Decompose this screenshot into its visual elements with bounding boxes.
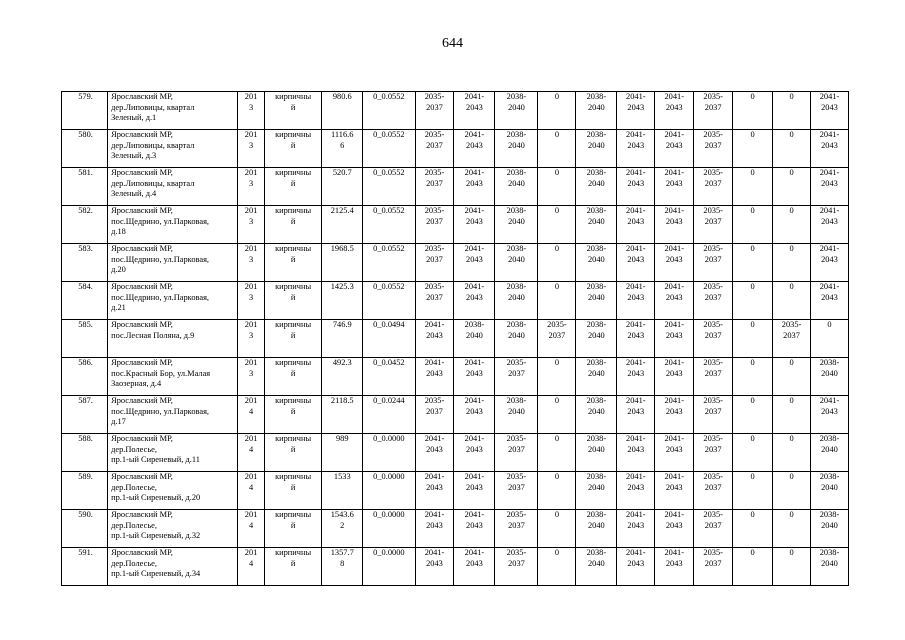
period-cell: 2041- 2043 xyxy=(617,548,655,586)
period-cell: 2041- 2043 xyxy=(810,396,848,434)
material-cell: кирпичны й xyxy=(264,548,321,586)
address-cell: Ярославский МР, пос.Щедрино, ул.Парковая, д.20 xyxy=(108,244,238,282)
period-cell: 2038- 2040 xyxy=(495,206,538,244)
address-cell: Ярославский МР, пос.Щедрино, ул.Парковая, д.17 xyxy=(108,396,238,434)
year-cell: 201 3 xyxy=(238,92,265,130)
row-number-cell: 587. xyxy=(62,396,108,434)
row-number-cell: 583. xyxy=(62,244,108,282)
period-cell: 2035- 2037 xyxy=(694,396,733,434)
address-cell: Ярославский МР, дер.Липовицы, квартал Зеленый, д.4 xyxy=(108,168,238,206)
period-cell: 0 xyxy=(773,358,811,396)
period-cell: 2041- 2043 xyxy=(810,92,848,130)
period-cell: 2041- 2043 xyxy=(810,130,848,168)
area-cell: 1533 xyxy=(322,472,363,510)
area-cell: 1116.6 6 xyxy=(322,130,363,168)
table-row xyxy=(62,548,849,586)
period-cell: 0 xyxy=(733,320,773,358)
period-cell: 2038- 2040 xyxy=(576,548,617,586)
period-cell: 2038- 2040 xyxy=(495,92,538,130)
period-cell: 0 xyxy=(733,168,773,206)
period-cell: 2035- 2037 xyxy=(694,472,733,510)
year-cell: 201 4 xyxy=(238,396,265,434)
coefficient-cell: 0_0.0000 xyxy=(363,472,415,510)
table-row xyxy=(62,92,849,130)
period-cell: 2041- 2043 xyxy=(617,358,655,396)
period-cell: 2041- 2043 xyxy=(415,510,454,548)
material-cell: кирпичны й xyxy=(264,396,321,434)
period-cell: 0 xyxy=(773,206,811,244)
area-cell: 520.7 xyxy=(322,168,363,206)
period-cell: 2035- 2037 xyxy=(495,472,538,510)
period-cell: 2035- 2037 xyxy=(773,320,811,358)
material-cell: кирпичны й xyxy=(264,434,321,472)
period-cell: 2041- 2043 xyxy=(415,320,454,358)
period-cell: 2041- 2043 xyxy=(810,244,848,282)
table-row xyxy=(62,510,849,548)
table-row xyxy=(62,206,849,244)
period-cell: 2041- 2043 xyxy=(617,396,655,434)
period-cell: 0 xyxy=(733,92,773,130)
period-cell: 2038- 2040 xyxy=(576,396,617,434)
address-cell: Ярославский МР, дер.Полесье, пр.1-ый Сиреневый, д.32 xyxy=(108,510,238,548)
period-cell: 2041- 2043 xyxy=(415,434,454,472)
area-cell: 1357.7 8 xyxy=(322,548,363,586)
area-cell: 1425.3 xyxy=(322,282,363,320)
period-cell: 2041- 2043 xyxy=(655,510,694,548)
period-cell: 0 xyxy=(733,244,773,282)
coefficient-cell: 0_0.0494 xyxy=(363,320,415,358)
period-cell: 0 xyxy=(538,434,576,472)
material-cell: кирпичны й xyxy=(264,320,321,358)
period-cell: 2038- 2040 xyxy=(576,244,617,282)
area-cell: 746.9 xyxy=(322,320,363,358)
period-cell: 2041- 2043 xyxy=(655,244,694,282)
period-cell: 0 xyxy=(538,358,576,396)
period-cell: 2041- 2043 xyxy=(617,130,655,168)
period-cell: 0 xyxy=(773,168,811,206)
coefficient-cell: 0_0.0552 xyxy=(363,206,415,244)
period-cell: 2038- 2040 xyxy=(576,320,617,358)
period-cell: 2041- 2043 xyxy=(454,472,495,510)
coefficient-cell: 0_0.0000 xyxy=(363,548,415,586)
period-cell: 2038- 2040 xyxy=(576,472,617,510)
period-cell: 0 xyxy=(538,548,576,586)
period-cell: 2041- 2043 xyxy=(454,168,495,206)
address-cell: Ярославский МР, дер.Липовицы, квартал Зеленый, д.1 xyxy=(108,92,238,130)
table-row xyxy=(62,130,849,168)
period-cell: 0 xyxy=(773,92,811,130)
period-cell: 2038- 2040 xyxy=(810,434,848,472)
period-cell: 2038- 2040 xyxy=(495,168,538,206)
period-cell: 2041- 2043 xyxy=(655,396,694,434)
period-cell: 2041- 2043 xyxy=(655,130,694,168)
period-cell: 0 xyxy=(733,282,773,320)
row-number-cell: 585. xyxy=(62,320,108,358)
table-row xyxy=(62,396,849,434)
year-cell: 201 3 xyxy=(238,320,265,358)
period-cell: 2041- 2043 xyxy=(617,168,655,206)
period-cell: 2041- 2043 xyxy=(810,282,848,320)
period-cell: 2035- 2037 xyxy=(415,168,454,206)
address-cell: Ярославский МР, пос.Щедрино, ул.Парковая, д.21 xyxy=(108,282,238,320)
coefficient-cell: 0_0.0452 xyxy=(363,358,415,396)
table-body xyxy=(62,92,849,586)
material-cell: кирпичны й xyxy=(264,358,321,396)
period-cell: 2038- 2040 xyxy=(810,510,848,548)
period-cell: 0 xyxy=(733,548,773,586)
period-cell: 0 xyxy=(538,396,576,434)
period-cell: 2041- 2043 xyxy=(454,206,495,244)
period-cell: 2035- 2037 xyxy=(415,244,454,282)
table-row xyxy=(62,168,849,206)
coefficient-cell: 0_0.0552 xyxy=(363,244,415,282)
period-cell: 0 xyxy=(538,92,576,130)
period-cell: 2041- 2043 xyxy=(454,358,495,396)
period-cell: 0 xyxy=(538,472,576,510)
period-cell: 2035- 2037 xyxy=(415,282,454,320)
period-cell: 0 xyxy=(773,130,811,168)
period-cell: 2041- 2043 xyxy=(617,434,655,472)
period-cell: 2041- 2043 xyxy=(617,206,655,244)
page-number: 644 xyxy=(442,36,463,51)
material-cell: кирпичны й xyxy=(264,472,321,510)
period-cell: 2035- 2037 xyxy=(415,130,454,168)
period-cell: 0 xyxy=(733,434,773,472)
row-number-cell: 580. xyxy=(62,130,108,168)
period-cell: 2038- 2040 xyxy=(495,282,538,320)
address-cell: Ярославский МР, дер.Полесье, пр.1-ый Сиреневый, д.34 xyxy=(108,548,238,586)
period-cell: 2038- 2040 xyxy=(576,206,617,244)
period-cell: 2035- 2037 xyxy=(495,548,538,586)
period-cell: 2041- 2043 xyxy=(655,358,694,396)
period-cell: 0 xyxy=(810,320,848,358)
material-cell: кирпичны й xyxy=(264,510,321,548)
coefficient-cell: 0_0.0552 xyxy=(363,92,415,130)
coefficient-cell: 0_0.0244 xyxy=(363,396,415,434)
table-row xyxy=(62,244,849,282)
table-row xyxy=(62,320,849,358)
period-cell: 0 xyxy=(538,130,576,168)
row-number-cell: 584. xyxy=(62,282,108,320)
period-cell: 0 xyxy=(773,472,811,510)
period-cell: 2041- 2043 xyxy=(617,282,655,320)
period-cell: 2041- 2043 xyxy=(454,92,495,130)
address-cell: Ярославский МР, дер.Полесье, пр.1-ый Сиреневый, д.11 xyxy=(108,434,238,472)
row-number-cell: 590. xyxy=(62,510,108,548)
period-cell: 2035- 2037 xyxy=(415,92,454,130)
address-cell: Ярославский МР, пос.Красный Бор, ул.Малая Заозерная, д.4 xyxy=(108,358,238,396)
period-cell: 2041- 2043 xyxy=(617,472,655,510)
coefficient-cell: 0_0.0552 xyxy=(363,282,415,320)
period-cell: 0 xyxy=(773,244,811,282)
row-number-cell: 582. xyxy=(62,206,108,244)
year-cell: 201 3 xyxy=(238,358,265,396)
period-cell: 2038- 2040 xyxy=(495,320,538,358)
row-number-cell: 581. xyxy=(62,168,108,206)
period-cell: 2041- 2043 xyxy=(454,548,495,586)
period-cell: 0 xyxy=(538,244,576,282)
period-cell: 2041- 2043 xyxy=(655,548,694,586)
period-cell: 2038- 2040 xyxy=(495,244,538,282)
material-cell: кирпичны й xyxy=(264,130,321,168)
period-cell: 2041- 2043 xyxy=(617,320,655,358)
table-row xyxy=(62,282,849,320)
period-cell: 0 xyxy=(733,472,773,510)
period-cell: 2035- 2037 xyxy=(694,168,733,206)
address-cell: Ярославский МР, пос.Щедрино, ул.Парковая, д.18 xyxy=(108,206,238,244)
material-cell: кирпичны й xyxy=(264,244,321,282)
period-cell: 2038- 2040 xyxy=(576,130,617,168)
period-cell: 0 xyxy=(538,168,576,206)
period-cell: 0 xyxy=(773,282,811,320)
period-cell: 2041- 2043 xyxy=(655,92,694,130)
period-cell: 0 xyxy=(773,548,811,586)
period-cell: 0 xyxy=(773,510,811,548)
period-cell: 2035- 2037 xyxy=(694,206,733,244)
period-cell: 2041- 2043 xyxy=(454,510,495,548)
period-cell: 2038- 2040 xyxy=(495,396,538,434)
period-cell: 2041- 2043 xyxy=(655,282,694,320)
period-cell: 2035- 2037 xyxy=(694,510,733,548)
period-cell: 2041- 2043 xyxy=(655,206,694,244)
period-cell: 2041- 2043 xyxy=(655,434,694,472)
year-cell: 201 3 xyxy=(238,130,265,168)
period-cell: 2041- 2043 xyxy=(655,320,694,358)
period-cell: 0 xyxy=(773,396,811,434)
area-cell: 989 xyxy=(322,434,363,472)
period-cell: 0 xyxy=(733,130,773,168)
period-cell: 2035- 2037 xyxy=(415,396,454,434)
period-cell: 0 xyxy=(733,396,773,434)
period-cell: 2041- 2043 xyxy=(617,92,655,130)
table-row xyxy=(62,472,849,510)
period-cell: 2035- 2037 xyxy=(694,434,733,472)
year-cell: 201 3 xyxy=(238,206,265,244)
period-cell: 0 xyxy=(733,206,773,244)
year-cell: 201 3 xyxy=(238,244,265,282)
area-cell: 492.3 xyxy=(322,358,363,396)
table-row xyxy=(62,434,849,472)
period-cell: 2035- 2037 xyxy=(694,358,733,396)
period-cell: 2035- 2037 xyxy=(694,282,733,320)
period-cell: 2038- 2040 xyxy=(576,510,617,548)
row-number-cell: 591. xyxy=(62,548,108,586)
period-cell: 2038- 2040 xyxy=(576,358,617,396)
year-cell: 201 3 xyxy=(238,282,265,320)
period-cell: 2035- 2037 xyxy=(415,206,454,244)
period-cell: 0 xyxy=(733,358,773,396)
year-cell: 201 4 xyxy=(238,510,265,548)
row-number-cell: 586. xyxy=(62,358,108,396)
period-cell: 2041- 2043 xyxy=(810,168,848,206)
row-number-cell: 588. xyxy=(62,434,108,472)
period-cell: 0 xyxy=(773,434,811,472)
period-cell: 2038- 2040 xyxy=(810,548,848,586)
period-cell: 2038- 2040 xyxy=(576,168,617,206)
row-number-cell: 579. xyxy=(62,92,108,130)
year-cell: 201 4 xyxy=(238,472,265,510)
coefficient-cell: 0_0.0552 xyxy=(363,168,415,206)
period-cell: 2041- 2043 xyxy=(415,358,454,396)
period-cell: 0 xyxy=(538,510,576,548)
year-cell: 201 4 xyxy=(238,434,265,472)
area-cell: 2125.4 xyxy=(322,206,363,244)
area-cell: 980.6 xyxy=(322,92,363,130)
material-cell: кирпичны й xyxy=(264,168,321,206)
period-cell: 2041- 2043 xyxy=(655,168,694,206)
address-cell: Ярославский МР, дер.Полесье, пр.1-ый Сиреневый, д.20 xyxy=(108,472,238,510)
period-cell: 2038- 2040 xyxy=(576,282,617,320)
table-row xyxy=(62,358,849,396)
material-cell: кирпичны й xyxy=(264,206,321,244)
period-cell: 2038- 2040 xyxy=(454,320,495,358)
period-cell: 2041- 2043 xyxy=(415,548,454,586)
coefficient-cell: 0_0.0000 xyxy=(363,434,415,472)
address-cell: Ярославский МР, пос.Лесная Поляна, д.9 xyxy=(108,320,238,358)
material-cell: кирпичны й xyxy=(264,282,321,320)
period-cell: 2041- 2043 xyxy=(454,434,495,472)
material-cell: кирпичны й xyxy=(264,92,321,130)
period-cell: 2035- 2037 xyxy=(694,130,733,168)
period-cell: 2041- 2043 xyxy=(655,472,694,510)
period-cell: 2041- 2043 xyxy=(415,472,454,510)
period-cell: 2035- 2037 xyxy=(495,434,538,472)
period-cell: 2038- 2040 xyxy=(810,358,848,396)
row-number-cell: 589. xyxy=(62,472,108,510)
period-cell: 0 xyxy=(733,510,773,548)
period-cell: 2041- 2043 xyxy=(454,396,495,434)
period-cell: 0 xyxy=(538,282,576,320)
period-cell: 2041- 2043 xyxy=(617,244,655,282)
period-cell: 0 xyxy=(538,206,576,244)
address-cell: Ярославский МР, дер.Липовицы, квартал Зеленый, д.3 xyxy=(108,130,238,168)
coefficient-cell: 0_0.0000 xyxy=(363,510,415,548)
area-cell: 1543.6 2 xyxy=(322,510,363,548)
period-cell: 2035- 2037 xyxy=(694,320,733,358)
area-cell: 1968.5 xyxy=(322,244,363,282)
period-cell: 2041- 2043 xyxy=(454,282,495,320)
period-cell: 2038- 2040 xyxy=(495,130,538,168)
year-cell: 201 3 xyxy=(238,168,265,206)
period-cell: 2041- 2043 xyxy=(810,206,848,244)
period-cell: 2038- 2040 xyxy=(810,472,848,510)
period-cell: 2038- 2040 xyxy=(576,92,617,130)
period-cell: 2035- 2037 xyxy=(495,358,538,396)
period-cell: 2035- 2037 xyxy=(538,320,576,358)
period-cell: 2035- 2037 xyxy=(694,92,733,130)
period-cell: 2035- 2037 xyxy=(694,244,733,282)
period-cell: 2035- 2037 xyxy=(694,548,733,586)
area-cell: 2118.5 xyxy=(322,396,363,434)
period-cell: 2041- 2043 xyxy=(454,244,495,282)
period-cell: 2041- 2043 xyxy=(454,130,495,168)
period-cell: 2035- 2037 xyxy=(495,510,538,548)
year-cell: 201 4 xyxy=(238,548,265,586)
period-cell: 2038- 2040 xyxy=(576,434,617,472)
period-cell: 2041- 2043 xyxy=(617,510,655,548)
housing-table xyxy=(61,91,849,586)
coefficient-cell: 0_0.0552 xyxy=(363,130,415,168)
